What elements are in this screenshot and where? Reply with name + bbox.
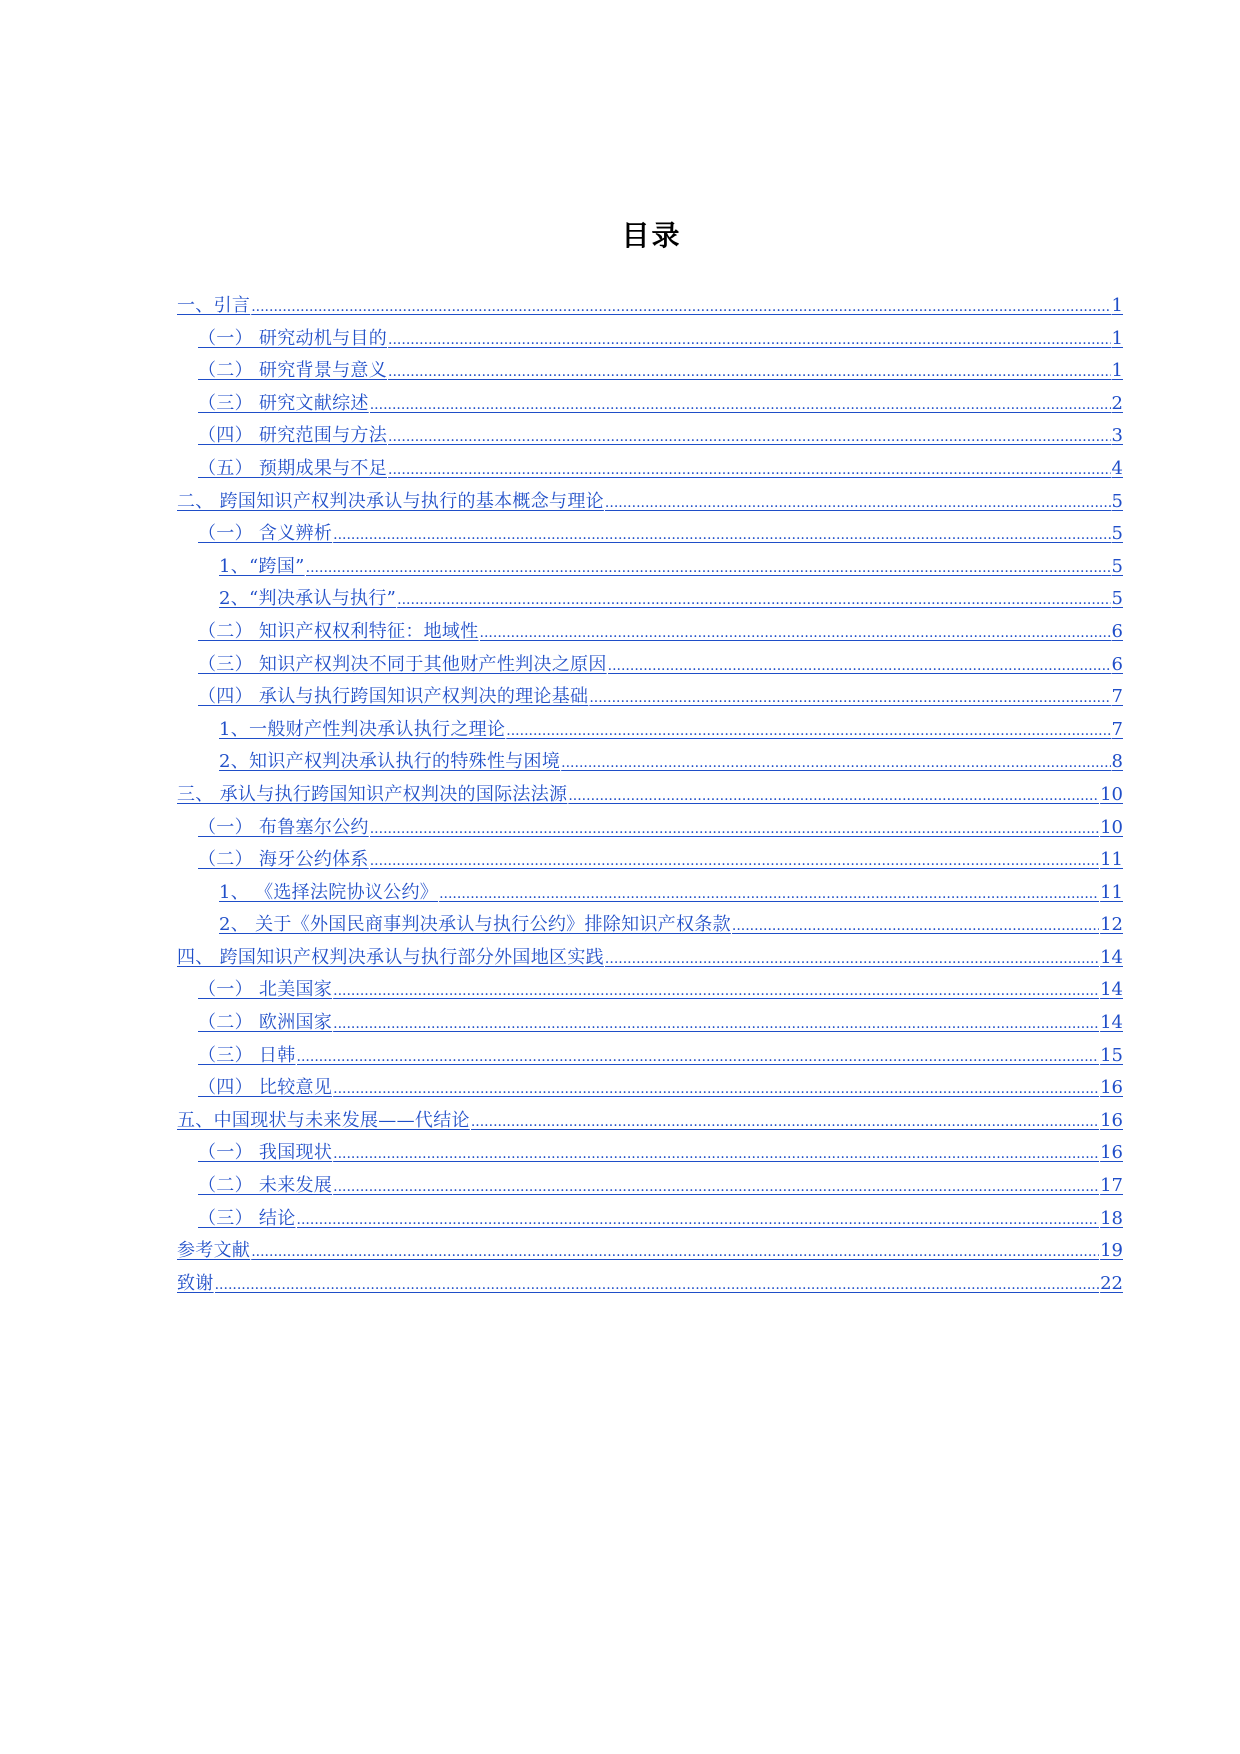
toc-entry-page-number: 5 xyxy=(1111,555,1123,577)
toc-entry-label: 二、 跨国知识产权判决承认与执行的基本概念与理论 xyxy=(177,490,604,512)
dot-leader xyxy=(388,454,1111,487)
toc-entry-page-number: 16 xyxy=(1100,1077,1123,1099)
toc-entry-page-number: 14 xyxy=(1100,1012,1123,1034)
toc-entry-label: 致谢 xyxy=(177,1272,214,1294)
dot-leader xyxy=(439,878,1099,911)
toc-entry[interactable] xyxy=(177,518,1123,551)
toc-entry[interactable] xyxy=(177,746,1123,779)
dot-leader xyxy=(568,780,1099,813)
toc-entry-page-number: 7 xyxy=(1111,686,1123,708)
dot-leader xyxy=(306,552,1111,585)
toc-entry-page-number: 18 xyxy=(1100,1207,1123,1229)
dot-leader xyxy=(561,747,1110,780)
toc-entry-page-number: 1 xyxy=(1111,360,1123,382)
toc-entry-label: （一） 研究动机与目的 xyxy=(198,327,388,349)
dot-leader xyxy=(589,682,1110,715)
toc-entry-label: 2、“判决承认与执行” xyxy=(219,588,397,610)
toc-entry[interactable] xyxy=(177,1268,1123,1301)
toc-entry-label: （三） 知识产权判决不同于其他财产性判决之原因 xyxy=(198,653,607,675)
toc-entry-page-number: 11 xyxy=(1100,881,1123,903)
toc-entry-label: （一） 我国现状 xyxy=(198,1142,333,1164)
toc-entry-label: （二） 海牙公约体系 xyxy=(198,849,369,871)
dot-leader xyxy=(471,1106,1099,1139)
toc-entry[interactable] xyxy=(177,1203,1123,1236)
toc-entry[interactable] xyxy=(177,1170,1123,1203)
dot-leader xyxy=(397,584,1110,617)
toc-entry-page-number: 12 xyxy=(1100,914,1123,936)
toc-entry-page-number: 6 xyxy=(1111,620,1123,642)
toc-entry[interactable] xyxy=(177,681,1123,714)
toc-entry-page-number: 3 xyxy=(1111,425,1123,447)
toc-entry[interactable] xyxy=(177,453,1123,486)
dot-leader xyxy=(605,943,1099,976)
toc-entry-page-number: 19 xyxy=(1100,1240,1123,1262)
toc-entry-label: 五、中国现状与未来发展——代结论 xyxy=(177,1109,470,1131)
dot-leader xyxy=(333,1138,1099,1171)
dot-leader xyxy=(388,421,1111,454)
toc-entry[interactable] xyxy=(177,877,1123,910)
toc-entry-page-number: 4 xyxy=(1111,457,1123,479)
toc-entry-page-number: 16 xyxy=(1100,1109,1123,1131)
dot-leader xyxy=(605,487,1111,520)
toc-entry-label: （一） 北美国家 xyxy=(198,979,333,1001)
toc-entry[interactable] xyxy=(177,486,1123,519)
toc-entry[interactable] xyxy=(177,942,1123,975)
toc-entry-label: （四） 承认与执行跨国知识产权判决的理论基础 xyxy=(198,686,589,708)
toc-entry-page-number: 8 xyxy=(1111,751,1123,773)
toc-entry[interactable] xyxy=(177,583,1123,616)
toc-entry-label: 三、 承认与执行跨国知识产权判决的国际法法源 xyxy=(177,783,568,805)
dot-leader xyxy=(333,519,1110,552)
toc-entry-label: （四） 研究范围与方法 xyxy=(198,425,388,447)
toc-entry-page-number: 5 xyxy=(1111,523,1123,545)
toc-entry-page-number: 14 xyxy=(1100,946,1123,968)
toc-entry-label: （三） 研究文献综述 xyxy=(198,392,369,414)
toc-title: 目录 xyxy=(621,219,682,252)
dot-leader xyxy=(333,1008,1099,1041)
toc-entry[interactable] xyxy=(177,323,1123,356)
dot-leader xyxy=(506,715,1110,748)
toc-entry-label: （三） 结论 xyxy=(198,1207,296,1229)
toc-entry-label: （三） 日韩 xyxy=(198,1044,296,1066)
dot-leader xyxy=(297,1041,1100,1074)
toc-entry-page-number: 5 xyxy=(1111,490,1123,512)
dot-leader xyxy=(388,356,1111,389)
toc-entry-page-number: 1 xyxy=(1111,327,1123,349)
toc-entry[interactable] xyxy=(177,1137,1123,1170)
toc-entry[interactable] xyxy=(177,909,1123,942)
toc-entry-label: （二） 未来发展 xyxy=(198,1175,333,1197)
dot-leader xyxy=(370,813,1099,846)
toc-entry-page-number: 1 xyxy=(1111,295,1123,316)
toc-entry[interactable] xyxy=(177,1040,1123,1073)
toc-entry-label: （二） 欧洲国家 xyxy=(198,1012,333,1034)
dot-leader xyxy=(333,975,1099,1008)
toc-entry-page-number: 14 xyxy=(1100,979,1123,1001)
toc-entry-label: 2、 关于《外国民商事判决承认与执行公约》排除知识产权条款 xyxy=(219,914,731,936)
toc-entry-label: 四、 跨国知识产权判决承认与执行部分外国地区实践 xyxy=(177,946,604,968)
dot-leader xyxy=(333,1171,1099,1204)
toc-entry-page-number: 2 xyxy=(1111,392,1123,414)
toc-entry-label: 参考文献 xyxy=(177,1240,251,1262)
dot-leader xyxy=(370,389,1111,422)
toc-entry[interactable] xyxy=(177,812,1123,845)
toc-entry-label: （五） 预期成果与不足 xyxy=(198,457,388,479)
dot-leader xyxy=(370,845,1099,878)
toc-entry-page-number: 5 xyxy=(1111,588,1123,610)
toc-entry[interactable] xyxy=(177,616,1123,649)
toc-entry-label: 2、知识产权判决承认执行的特殊性与困境 xyxy=(219,751,561,773)
toc-entry-label: （一） 含义辨析 xyxy=(198,523,333,545)
toc-entry-page-number: 17 xyxy=(1100,1175,1123,1197)
toc-entry[interactable] xyxy=(177,1235,1123,1268)
toc-entry-label: （四） 比较意见 xyxy=(198,1077,333,1099)
toc-entry-page-number: 7 xyxy=(1111,718,1123,740)
dot-leader xyxy=(388,324,1111,357)
toc-entry[interactable] xyxy=(177,1007,1123,1040)
dot-leader xyxy=(297,1204,1100,1237)
dot-leader xyxy=(732,910,1099,943)
toc-entry-label: 1、一般财产性判决承认执行之理论 xyxy=(219,718,506,740)
toc-entry[interactable] xyxy=(177,649,1123,682)
dot-leader xyxy=(333,1073,1099,1106)
toc-entry-page-number: 10 xyxy=(1100,783,1123,805)
dot-leader xyxy=(215,1269,1099,1302)
toc-entry-label: 一、引言 xyxy=(177,295,251,316)
toc-entry[interactable] xyxy=(177,714,1123,747)
toc-entry-label: （一） 布鲁塞尔公约 xyxy=(198,816,369,838)
toc-entry[interactable] xyxy=(177,388,1123,421)
toc-entry[interactable] xyxy=(177,974,1123,1007)
toc-entry-page-number: 16 xyxy=(1100,1142,1123,1164)
toc-entry[interactable] xyxy=(177,1105,1123,1138)
toc-entry[interactable] xyxy=(177,779,1123,812)
toc-entry[interactable] xyxy=(177,844,1123,877)
toc-entry[interactable] xyxy=(177,355,1123,388)
toc-entry-page-number: 10 xyxy=(1100,816,1123,838)
toc-entry-label: （二） 研究背景与意义 xyxy=(198,360,388,382)
dot-leader xyxy=(251,1236,1099,1269)
toc-entry[interactable] xyxy=(177,290,1123,323)
toc-entry-page-number: 11 xyxy=(1100,849,1123,871)
toc-entry[interactable] xyxy=(177,1072,1123,1105)
toc-entry-label: 1、 《选择法院协议公约》 xyxy=(219,881,439,903)
dot-leader xyxy=(608,650,1111,683)
dot-leader xyxy=(480,617,1111,650)
toc-entry-label: 1、“跨国” xyxy=(219,555,305,577)
toc-entry-page-number: 15 xyxy=(1100,1044,1123,1066)
toc-entry-label: （二） 知识产权权利特征：地域性 xyxy=(198,620,479,642)
toc-entry[interactable] xyxy=(177,420,1123,453)
table-of-contents xyxy=(177,290,1123,1300)
toc-entry-page-number: 6 xyxy=(1111,653,1123,675)
toc-entry-page-number: 22 xyxy=(1100,1272,1123,1294)
dot-leader xyxy=(251,291,1110,324)
toc-entry[interactable] xyxy=(177,551,1123,584)
